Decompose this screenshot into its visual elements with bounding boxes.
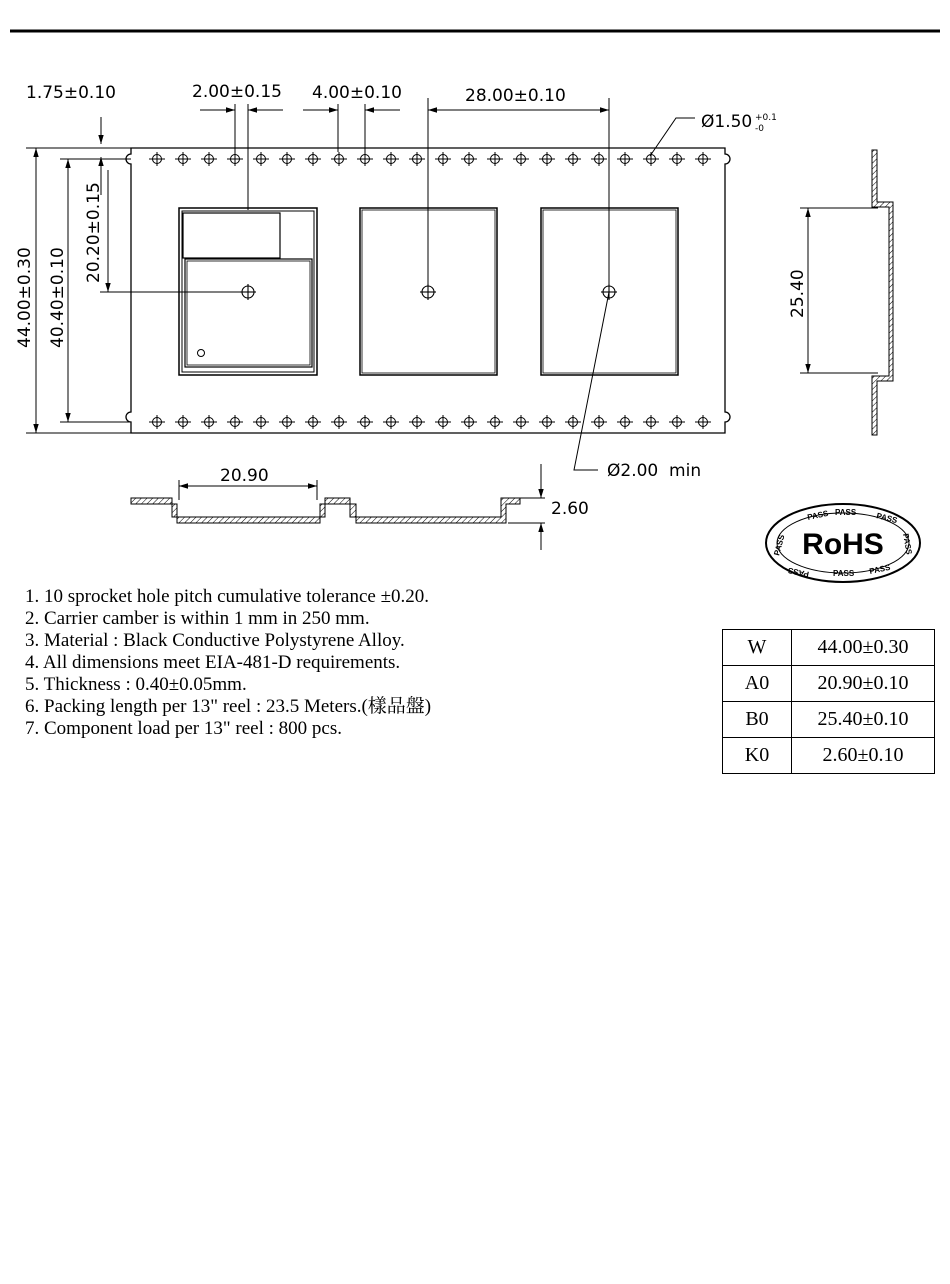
table-row — [723, 666, 935, 702]
sprocket-hole — [201, 152, 217, 166]
sprocket-hole — [357, 152, 373, 166]
notes-list — [25, 586, 431, 740]
sprocket-hole — [305, 415, 321, 429]
note-item: 7. Component load per 13" reel : 800 pcs. — [25, 718, 342, 739]
spec-key: W — [723, 630, 792, 666]
sprocket-hole — [331, 415, 347, 429]
sprocket-hole — [201, 415, 217, 429]
sprocket-hole — [279, 152, 295, 166]
sprocket-hole — [409, 152, 425, 166]
spec-value: 20.90±0.10 — [792, 666, 935, 702]
dim-hole-to-pocket: 2.00±0.15 — [192, 82, 282, 102]
sprocket-hole — [409, 415, 425, 429]
spec-key: B0 — [723, 702, 792, 738]
side-section-view — [872, 150, 893, 435]
note-item: 2. Carrier camber is within 1 mm in 250 mm. — [25, 608, 370, 629]
sprocket-hole — [461, 152, 477, 166]
dim-hole-dia-min: Ø2.00 min — [607, 461, 702, 481]
sprocket-hole — [435, 415, 451, 429]
table-row — [723, 702, 935, 738]
table-row — [723, 630, 935, 666]
sprocket-hole — [253, 415, 269, 429]
sprocket-hole — [565, 152, 581, 166]
sprocket-hole — [331, 152, 347, 166]
sprocket-hole — [643, 415, 659, 429]
sprocket-hole — [695, 152, 711, 166]
sprocket-hole — [565, 415, 581, 429]
dim-hole-span: 40.40±0.10 — [48, 247, 68, 348]
sprocket-hole — [669, 152, 685, 166]
rohs-pass-3: PASS — [875, 511, 899, 526]
sprocket-hole — [149, 152, 165, 166]
spec-key: K0 — [723, 738, 792, 774]
sprocket-hole — [617, 415, 633, 429]
dim-tape-width: 44.00±0.30 — [15, 247, 35, 348]
dim-sprocket-tol-plus: +0.1 — [755, 113, 777, 123]
rohs-label: RoHS — [802, 528, 884, 561]
spec-key: A0 — [723, 666, 792, 702]
sprocket-hole — [539, 152, 555, 166]
note-item: 5. Thickness : 0.40±0.05mm. — [25, 674, 247, 695]
sprocket-hole — [383, 415, 399, 429]
sprocket-hole — [279, 415, 295, 429]
sprocket-hole — [513, 152, 529, 166]
dim-pocket-pitch: 28.00±0.10 — [465, 86, 566, 106]
dim-edge-offset: 1.75±0.10 — [26, 83, 116, 103]
dim-b0-side: 25.40 — [788, 269, 808, 318]
note-item: 4. All dimensions meet EIA-481-D requirements. — [25, 652, 401, 673]
dimension-lines — [26, 98, 878, 550]
note-item: 1. 10 sprocket hole pitch cumulative tolerance ±0.20. — [25, 586, 430, 607]
sprocket-hole — [305, 152, 321, 166]
note-item: 6. Packing length per 13" reel : 23.5 Meters.(樣品盤) — [25, 696, 432, 717]
sprocket-holes-top — [149, 152, 711, 166]
sprocket-hole — [617, 152, 633, 166]
rohs-pass-5: PASS — [901, 532, 914, 556]
sprocket-hole — [669, 415, 685, 429]
sprocket-hole — [357, 415, 373, 429]
sprocket-hole — [227, 152, 243, 166]
pocket-center-holes — [240, 284, 617, 300]
sprocket-hole — [253, 152, 269, 166]
rohs-pass-7: PASS — [833, 569, 855, 578]
dim-pocket-center-y: 20.20±0.15 — [84, 182, 104, 283]
sprocket-hole — [149, 415, 165, 429]
spec-table — [722, 629, 935, 774]
sprocket-hole — [175, 415, 191, 429]
sprocket-hole — [513, 415, 529, 429]
sprocket-hole — [591, 152, 607, 166]
rohs-pass-seal — [766, 504, 920, 582]
sprocket-hole — [695, 415, 711, 429]
sprocket-hole — [487, 415, 503, 429]
sprocket-hole — [487, 152, 503, 166]
spec-value: 25.40±0.10 — [792, 702, 935, 738]
rohs-pass-1: PASS — [806, 508, 830, 522]
dim-hole-pitch: 4.00±0.10 — [312, 83, 402, 103]
sprocket-holes-bottom — [149, 415, 711, 429]
rohs-pass-4: PASS — [772, 533, 787, 557]
dim-sprocket-dia: Ø1.50 — [701, 112, 753, 132]
spec-value: 2.60±0.10 — [792, 738, 935, 774]
dim-a0: 20.90 — [220, 466, 269, 486]
rohs-pass-2: PASS — [835, 508, 857, 517]
sprocket-hole — [539, 415, 555, 429]
sprocket-hole — [383, 152, 399, 166]
dim-sprocket-tol-minus: -0 — [755, 124, 764, 134]
bottom-section-view — [131, 498, 520, 523]
note-item: 3. Material : Black Conductive Polystyrene Alloy. — [25, 630, 405, 651]
spec-value: 44.00±0.30 — [792, 630, 935, 666]
sprocket-hole — [591, 415, 607, 429]
sprocket-hole — [227, 415, 243, 429]
rohs-pass-8: PASS — [868, 562, 892, 576]
sprocket-hole — [435, 152, 451, 166]
sprocket-hole — [175, 152, 191, 166]
sprocket-hole — [461, 415, 477, 429]
rohs-pass-6: PASS — [787, 565, 810, 579]
table-row — [723, 738, 935, 774]
dim-k0: 2.60 — [551, 499, 589, 519]
